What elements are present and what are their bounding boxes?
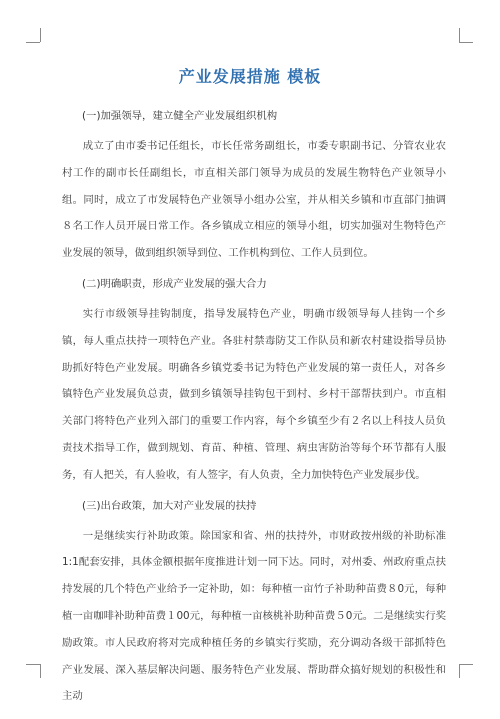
crop-mark-top-right-v xyxy=(459,28,460,42)
document-title: 产业发展措施 模板 xyxy=(178,67,322,86)
crop-mark-bottom-right-h xyxy=(459,664,473,665)
section-paragraph: 实行市级领导挂钩制度，指导发展特色产业，明确市级领导每人挂钩一个乡镇，每人重点扶持一项特色产业。各驻村禁毒防艾工作队员和新农村建设指导员协助抓好特色产业发展。明确各乡镇党委书记为特色产业发展的第一责任人，对各乡镇特色产业发展负总责，做到乡镇领导挂钩包干到村、乡村干部帮扶到户。市直相关部门将特色产业列入部门的重要工作内容，每个乡镇至少有２名以上科技人员负责技术指导工作，做到规划、育苗、种植、管理、病虫害防治等每个环节都有人服务，有人把关，有人验收，有人签字，有人负责，全力加快特色产业发展步伐。 xyxy=(62,307,446,481)
crop-mark-bottom-right-v xyxy=(459,664,460,678)
crop-mark-top-right-h xyxy=(459,42,473,43)
document-body xyxy=(62,108,446,719)
section-heading: (三)出台政策，加大对产业发展的扶持 xyxy=(82,499,257,512)
section-paragraph: 成立了由市委书记任组长，市长任常务副组长，市委专职副书记、分管农业农村工作的副市长任副组长，市直相关部门领导为成员的发展生物特色产业领导小组。同时，成立了市发展特色产业领导小组办公室，并从相关乡镇和市直部门抽调８名工作人员开展日常工作。各乡镇成立相应的领导小组，切实加强对生物特色产业发展的领导，做到组织领导到位、工作机构到位、工作人员到位。 xyxy=(62,140,446,260)
crop-mark-bottom-left-h xyxy=(26,664,40,665)
section-1 xyxy=(62,108,446,267)
crop-mark-bottom-left-v xyxy=(40,664,41,678)
section-3 xyxy=(62,498,446,711)
crop-mark-top-left-v xyxy=(40,28,41,42)
section-heading: (二)明确职责，形成产业发展的强大合力 xyxy=(82,277,267,290)
section-heading: (一)加强领导，建立健全产业发展组织机构 xyxy=(82,110,278,122)
section-2 xyxy=(62,276,446,489)
crop-mark-top-left-h xyxy=(26,42,40,43)
section-paragraph: 一是继续实行补助政策。除国家和省、州的扶持外，市财政按州级的补助标准1:1配套安排，具体金额根据年度推进计划一同下达。同时，对州委、州政府重点扶持发展的几个特色产业给予一定补助，如：每种植一亩竹子补助种苗费８0元，每种植一亩咖啡补助种苗费１00元，每种植一亩核桃补助种苗费５0元。二是继续实行奖励政策。市人民政府将对完成种植任务的乡镇实行奖励，充分调动各级干部抓特色产业发展、深入基层解决问题、服务特色产业发展、帮助群众搞好规划的积极性和主动 xyxy=(62,529,446,703)
